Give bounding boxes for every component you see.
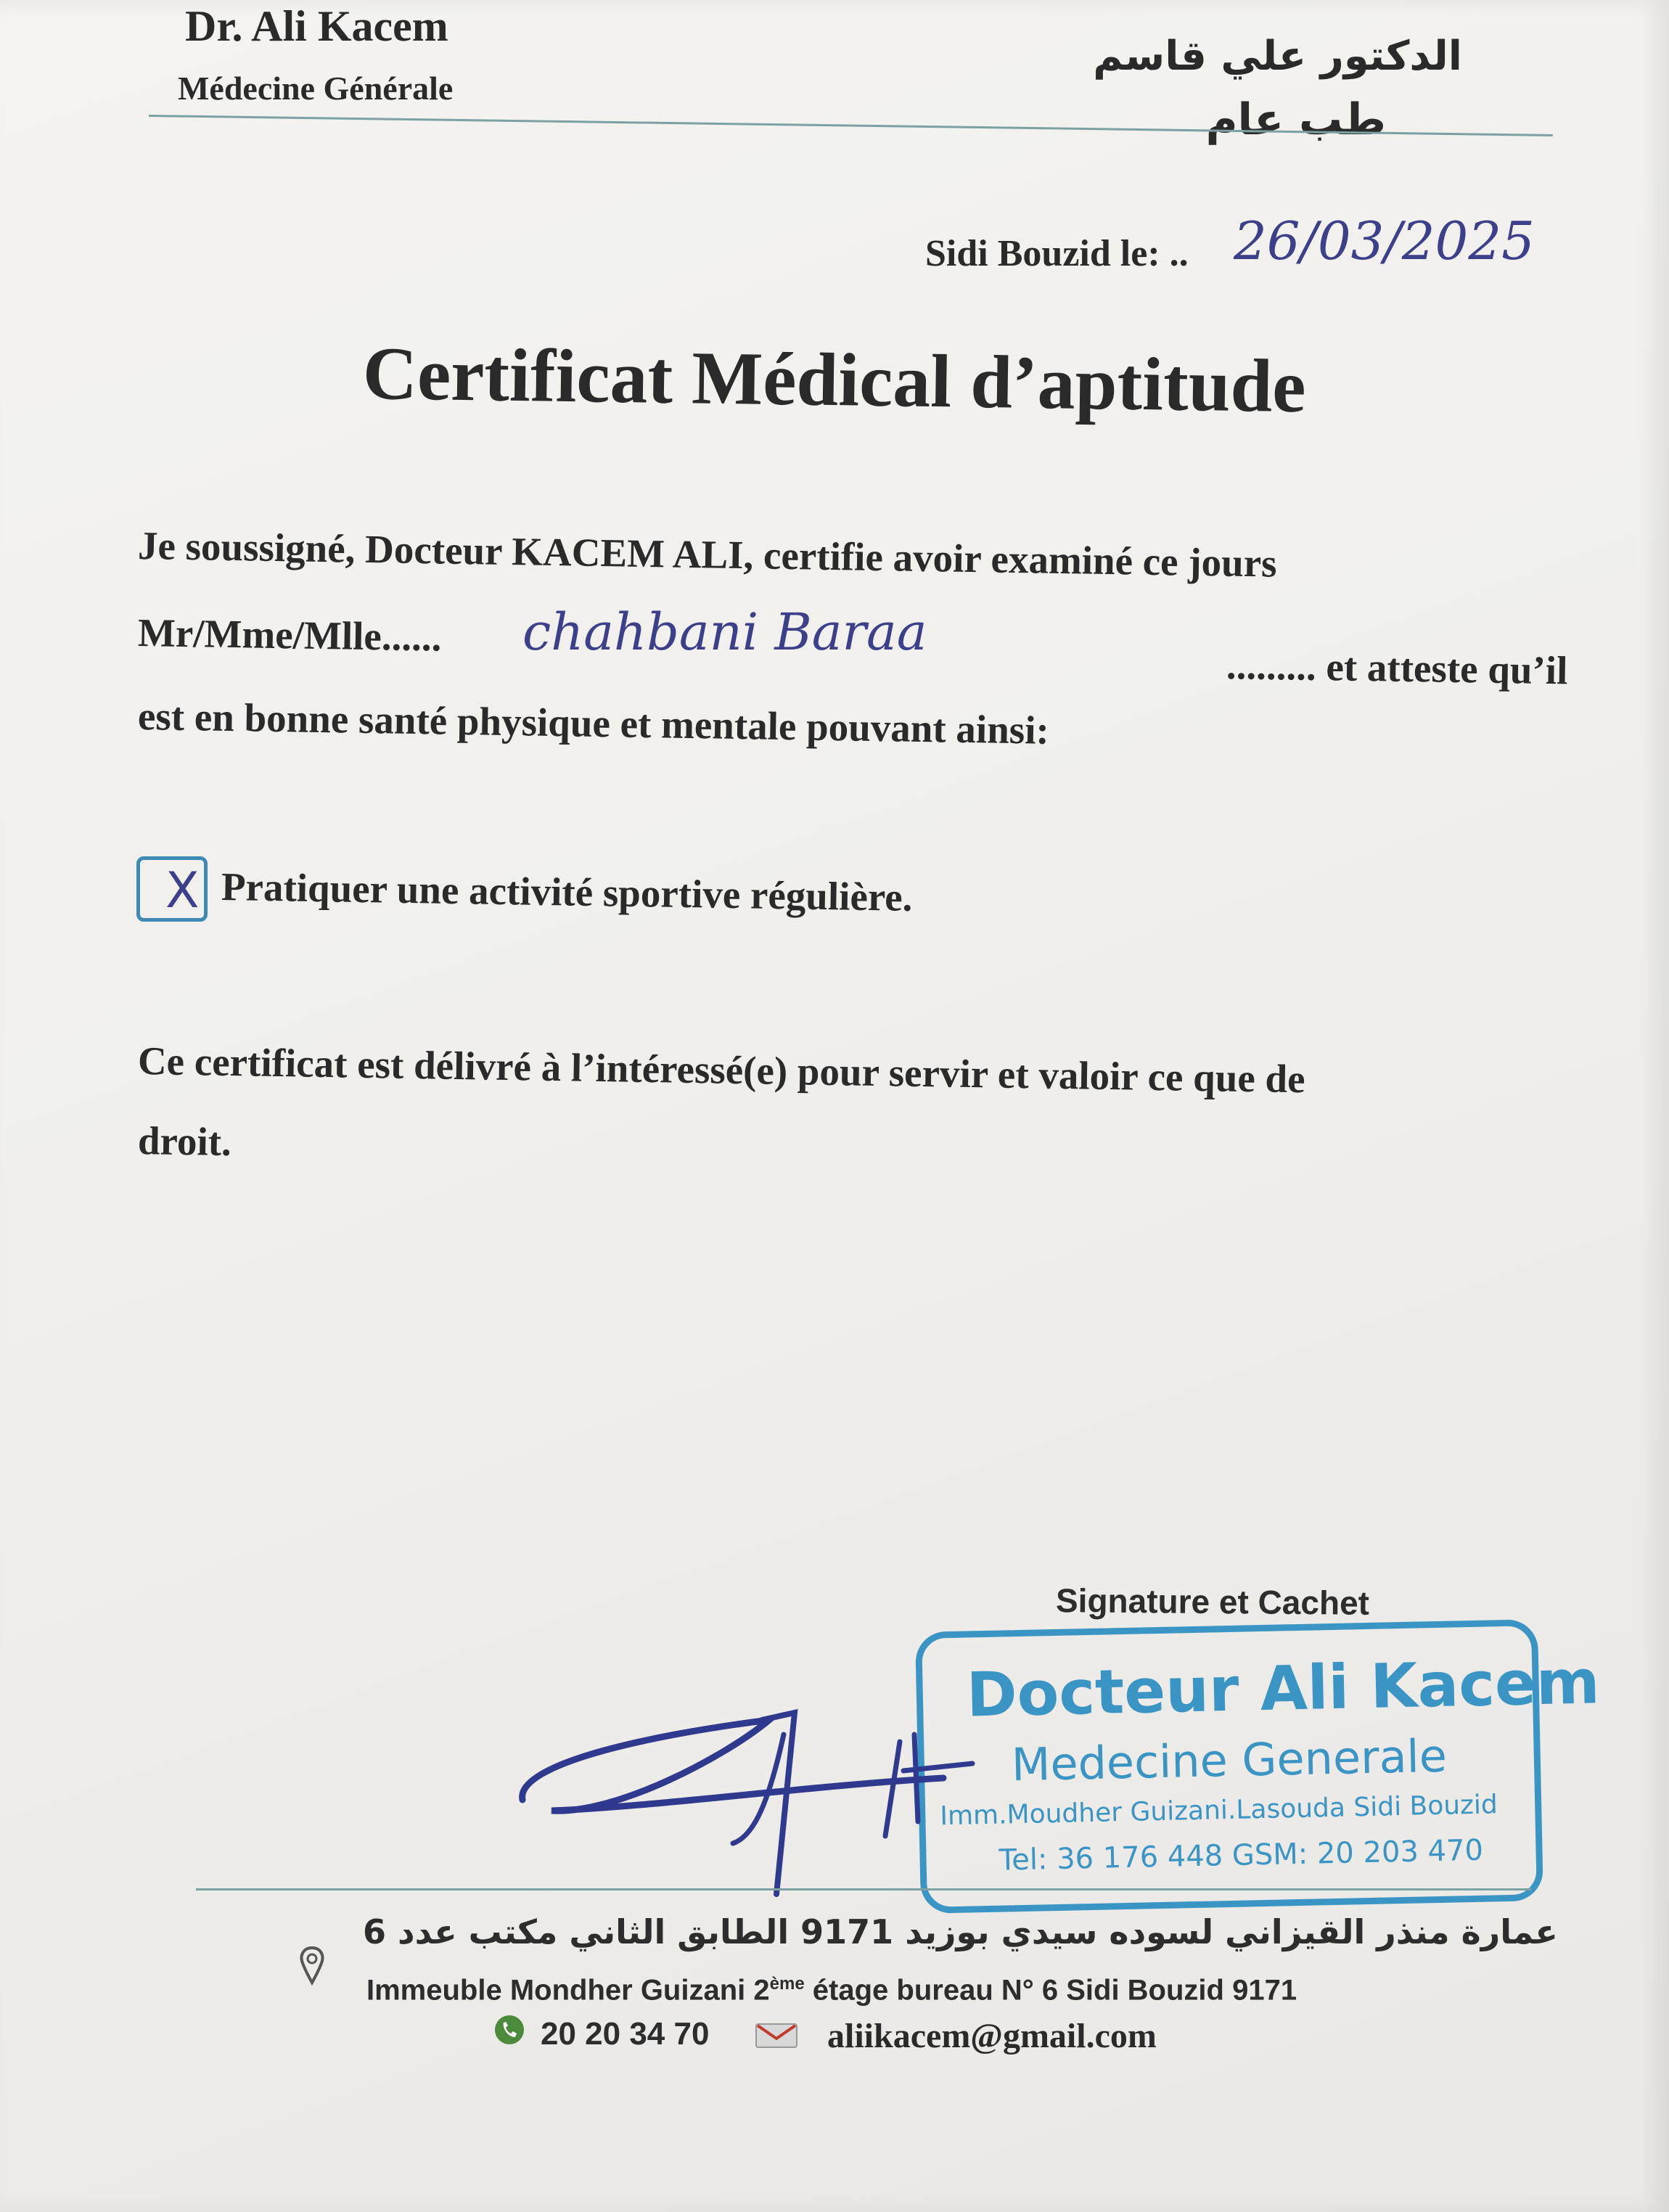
doctor-specialty: Médecine Générale <box>178 70 454 107</box>
doctor-name: Dr. Ali Kacem <box>185 2 448 50</box>
footer-address-arabic: عمارة منذر القيزاني لسوده سيدي بوزيد 9171 الطابق الثاني مكتب عدد 6 <box>363 1912 1558 1951</box>
footer-divider <box>196 1888 1531 1891</box>
body-line-1: Je soussigné, Docteur KACEM ALI, certifie avoir examiné ce jours <box>137 523 1278 586</box>
footer-address-sup: ème <box>769 1974 805 1994</box>
option-text: Pratiquer une activité sportive régulière. <box>221 864 913 919</box>
footer-address-part-2: étage bureau N° 6 Sidi Bouzid 9171 <box>804 1974 1297 2007</box>
location-pin-icon <box>298 1945 327 1988</box>
closing-line-2: droit. <box>137 1118 232 1165</box>
phone-icon <box>493 2014 525 2046</box>
footer-address-part-1: Immeuble Mondher Guizani 2 <box>366 1974 770 2007</box>
body-line-2-suffix: ......... et atteste qu’il <box>1226 643 1568 693</box>
stamp-line-3: Imm.Moudher Guizani.Lasouda Sidi Bouzid <box>939 1790 1498 1832</box>
check-mark: X <box>165 862 200 919</box>
patient-name: chahbani Baraa <box>522 602 927 662</box>
body-line-2-prefix: Mr/Mme/Mlle...... <box>137 610 442 660</box>
stamp-line-4: Tel: 36 176 448 GSM: 20 203 470 <box>998 1833 1484 1877</box>
signature-label: Signature et Cachet <box>1055 1581 1370 1622</box>
doctor-name-arabic: الدكتور علي قاسم <box>1093 33 1462 80</box>
closing-line-1: Ce certificat est délivré à l’intéressé(e) pour servir et valoir ce que de <box>137 1039 1306 1102</box>
handwritten-signature <box>508 1691 1016 1909</box>
footer-email: aliikacem@gmail.com <box>827 2017 1157 2055</box>
body-line-3: est en bonne santé physique et mentale pouvant ainsi: <box>137 694 1050 753</box>
date-value: 26/03/2025 <box>1234 210 1535 271</box>
date-label: Sidi Bouzid le: .. <box>925 233 1189 274</box>
stamp-line-2: Medecine Generale <box>1011 1729 1448 1792</box>
footer-phone: 20 20 34 70 <box>541 2016 710 2052</box>
stamp-line-1: Docteur Ali Kacem <box>965 1646 1601 1731</box>
footer-address <box>366 1974 1297 2007</box>
doctor-specialty-arabic: طب عام <box>1205 94 1386 145</box>
document-title: Certificat Médical d’aptitude <box>362 332 1307 429</box>
mail-icon <box>755 2021 798 2050</box>
